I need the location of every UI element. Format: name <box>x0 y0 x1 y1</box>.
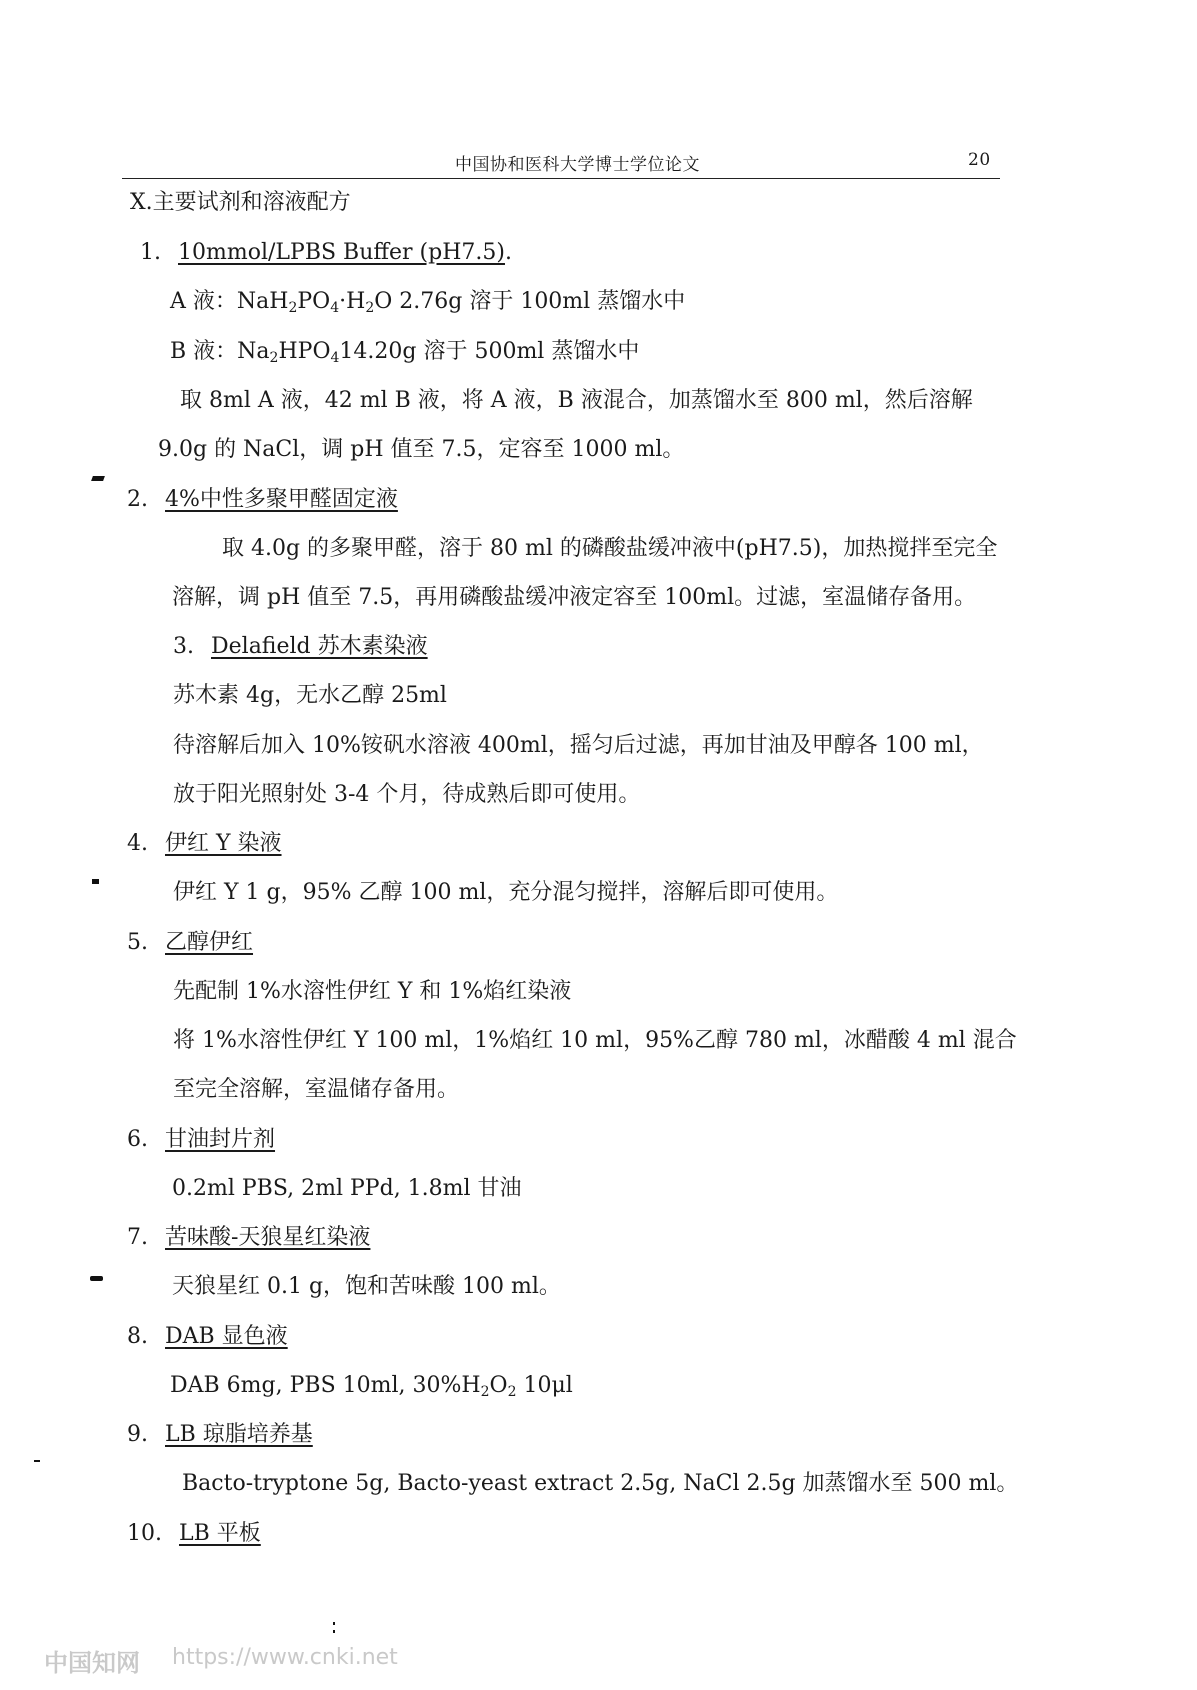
section-title: X.主要试剂和溶液配方 <box>130 190 351 215</box>
scan-mark <box>333 1630 335 1633</box>
item-title: 4%中性多聚甲醛固定液 <box>165 487 398 512</box>
item-number: 8. <box>127 1324 148 1349</box>
item-number: 6. <box>127 1127 148 1152</box>
solution-a-line: A 液：$NaH_2PO_4\cdot H_2O$ 2.76g 溶于 100ml 蒸馏水中 <box>170 289 686 316</box>
paragraph-line: 0.2ml PBS, 2ml PPd, 1.8ml 甘油 <box>172 1176 522 1201</box>
item-number: 1. <box>140 240 161 265</box>
solution-b-line: B 液：$Na_2HPO_414.20g$ 溶于 500ml 蒸馏水中 <box>170 339 640 366</box>
page-number: 20 <box>968 150 991 170</box>
item-number: 4. <box>127 831 148 856</box>
item-number: 10. <box>127 1521 162 1546</box>
item-title: DAB 显色液 <box>165 1324 288 1349</box>
item-title: 苦味酸-天狼星红染液 <box>165 1225 371 1250</box>
item-title: LB 琼脂培养基 <box>165 1422 313 1447</box>
item-number: 7. <box>127 1225 148 1250</box>
paragraph-line: 放于阳光照射处 3-4 个月，待成熟后即可使用。 <box>173 782 641 807</box>
paragraph-line: 将 1%水溶性伊红 Y 100 ml，1%焰红 10 ml，95%乙醇 780 ml，冰醋酸 4 ml 混合 <box>173 1028 1017 1053</box>
item-title: 乙醇伊红 <box>165 930 254 955</box>
scan-mark <box>333 1622 335 1625</box>
item-number: 2. <box>127 487 148 512</box>
item-1-heading <box>140 238 512 268</box>
scan-mark <box>90 1276 103 1281</box>
paragraph-line: 苏木素 4g，无水乙醇 25ml <box>173 683 447 708</box>
scan-mark <box>91 476 105 481</box>
paragraph-line: 取 8ml A 液，42 ml B 液，将 A 液，B 液混合，加蒸馏水至 800 ml，然后溶解 <box>180 388 973 413</box>
item-title: LB 平板 <box>179 1521 261 1546</box>
item-title: 甘油封片剂 <box>165 1127 276 1152</box>
item-6-heading <box>127 1125 275 1155</box>
item-10-heading <box>127 1519 261 1549</box>
item-title-suffix: . <box>504 240 512 265</box>
item-title: 10mmol/LPBS Buffer (pH7.5) <box>178 240 505 265</box>
dab-formula-line: DAB 6mg, PBS 10ml, $30\%H_2O_2$ 10μl <box>170 1373 573 1400</box>
item-title: Delafield 苏木素染液 <box>211 634 428 659</box>
cnki-url: https://www.cnki.net <box>172 1645 398 1670</box>
scan-mark <box>34 1460 40 1462</box>
header-rule <box>122 178 1000 179</box>
item-number: 3. <box>173 634 194 659</box>
item-3-heading <box>173 632 428 662</box>
item-8-heading <box>127 1322 288 1352</box>
paragraph-line: 伊红 Y 1 g，95% 乙醇 100 ml，充分混匀搅拌，溶解后即可使用。 <box>173 880 839 905</box>
item-9-heading <box>127 1420 313 1450</box>
paragraph-line: 取 4.0g 的多聚甲醛，溶于 80 ml 的磷酸盐缓冲液中(pH7.5)，加热搅拌至完全 <box>222 536 998 561</box>
item-title: 伊红 Y 染液 <box>165 831 282 856</box>
item-4-heading <box>127 829 282 859</box>
item-7-heading <box>127 1223 370 1253</box>
paragraph-line: 待溶解后加入 10%铵矾水溶液 400ml，摇匀后过滤，再加甘油及甲醇各 100 ml， <box>173 733 984 758</box>
paragraph-line: 先配制 1%水溶性伊红 Y 和 1%焰红染液 <box>173 979 572 1004</box>
item-5-heading <box>127 928 253 958</box>
item-2-heading <box>127 485 398 515</box>
paragraph-line: 溶解，调 pH 值至 7.5，再用磷酸盐缓冲液定容至 100ml。过滤，室温储存备用。 <box>172 585 977 610</box>
paragraph-line: 天狼星红 0.1 g，饱和苦味酸 100 ml。 <box>172 1274 561 1299</box>
scan-mark <box>92 879 99 884</box>
cnki-logo: 中国知网 <box>44 1649 140 1677</box>
running-header-title: 中国协和医科大学博士学位论文 <box>455 155 700 175</box>
paragraph-line: 9.0g 的 NaCl，调 pH 值至 7.5，定容至 1000 ml。 <box>158 437 685 462</box>
paragraph-line: Bacto-tryptone 5g, Bacto-yeast extract 2.5g, NaCl 2.5g 加蒸馏水至 500 ml。 <box>182 1471 1019 1496</box>
paragraph-line: 至完全溶解，室温储存备用。 <box>173 1077 460 1102</box>
item-number: 9. <box>127 1422 148 1447</box>
item-number: 5. <box>127 930 148 955</box>
